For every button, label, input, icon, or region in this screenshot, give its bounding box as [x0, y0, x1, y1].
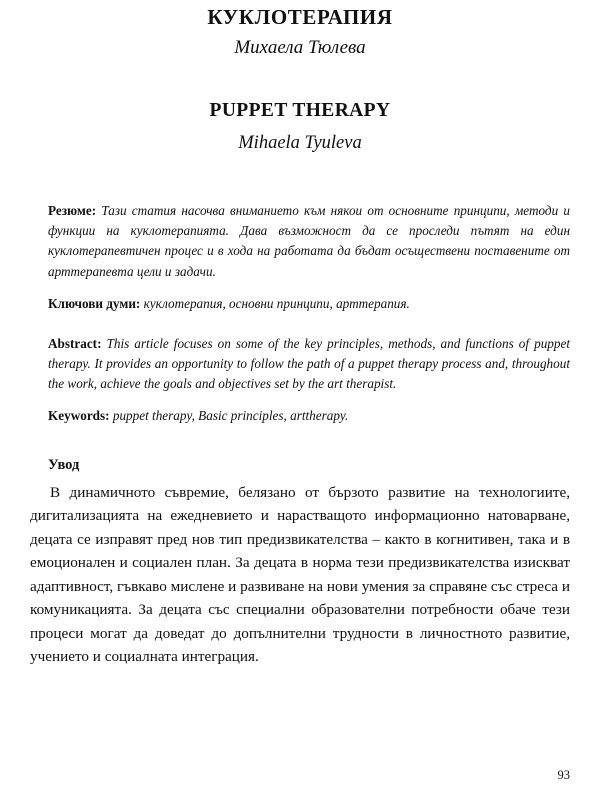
- abstract-bulgarian-text: Тази статия насочва вниманието към някои от основните принципи, методи и функции на куклотерапията. Дава възможност да се проследи пътят на един куклотерапевтичен процес и в хода на работата да бъдат осъществени поставените от арттерапевта цели и задачи.: [48, 203, 570, 279]
- page-title-bulgarian: КУКЛОТЕРАПИЯ: [207, 5, 393, 29]
- abstract-english-label: Abstract:: [48, 335, 102, 351]
- page-number: 93: [557, 768, 570, 782]
- abstract-bulgarian: [48, 201, 570, 281]
- abstract-bulgarian-label: Резюме:: [48, 203, 97, 219]
- keywords-english: [48, 406, 570, 426]
- abstract-english: [48, 334, 570, 394]
- section-body-paragraph: В динамичното съвремие, белязано от бързото развитие на технологиите, дигитализацията на ежедневието и нарастващото информационно натоварване, децата се изправят пред нов тип предизвикателства – както в когнитивен, така и в емоционален и социален план. За децата в норма тези предизвикателства изискват адаптивност, гъвкаво мислене и развиване на нови умения за справяне със стреса и комуникацията. За децата със специални образователни потребности обаче тези процеси могат да доведат до допълнителни трудности в личностното развитие, учението и социалната интеграция.: [30, 483, 570, 666]
- keywords-english-label: Keywords:: [48, 407, 110, 423]
- page-title-english: PUPPET THERAPY: [209, 99, 391, 121]
- keywords-bulgarian: [48, 294, 570, 314]
- abstract-block: [48, 201, 570, 426]
- title-block: [0, 0, 600, 155]
- abstract-english-text: This article focuses on some of the key principles, methods, and functions of puppet therapy. It provides an opportunity to follow the path of a puppet therapy process and, throughout the work, achieve the goals and objectives set by the art therapist.: [48, 335, 571, 391]
- keywords-english-text: puppet therapy, Basic principles, arttherapy.: [112, 407, 349, 423]
- author-name-english: Mihaela Tyuleva: [238, 133, 362, 154]
- author-name-bulgarian: Михаела Тюлева: [234, 37, 366, 59]
- keywords-bulgarian-text: куклотерапия, основни принципи, арттерапия.: [143, 295, 410, 311]
- keywords-bulgarian-label: Ключови думи:: [48, 295, 141, 311]
- section-heading-introduction: Увод: [48, 456, 80, 473]
